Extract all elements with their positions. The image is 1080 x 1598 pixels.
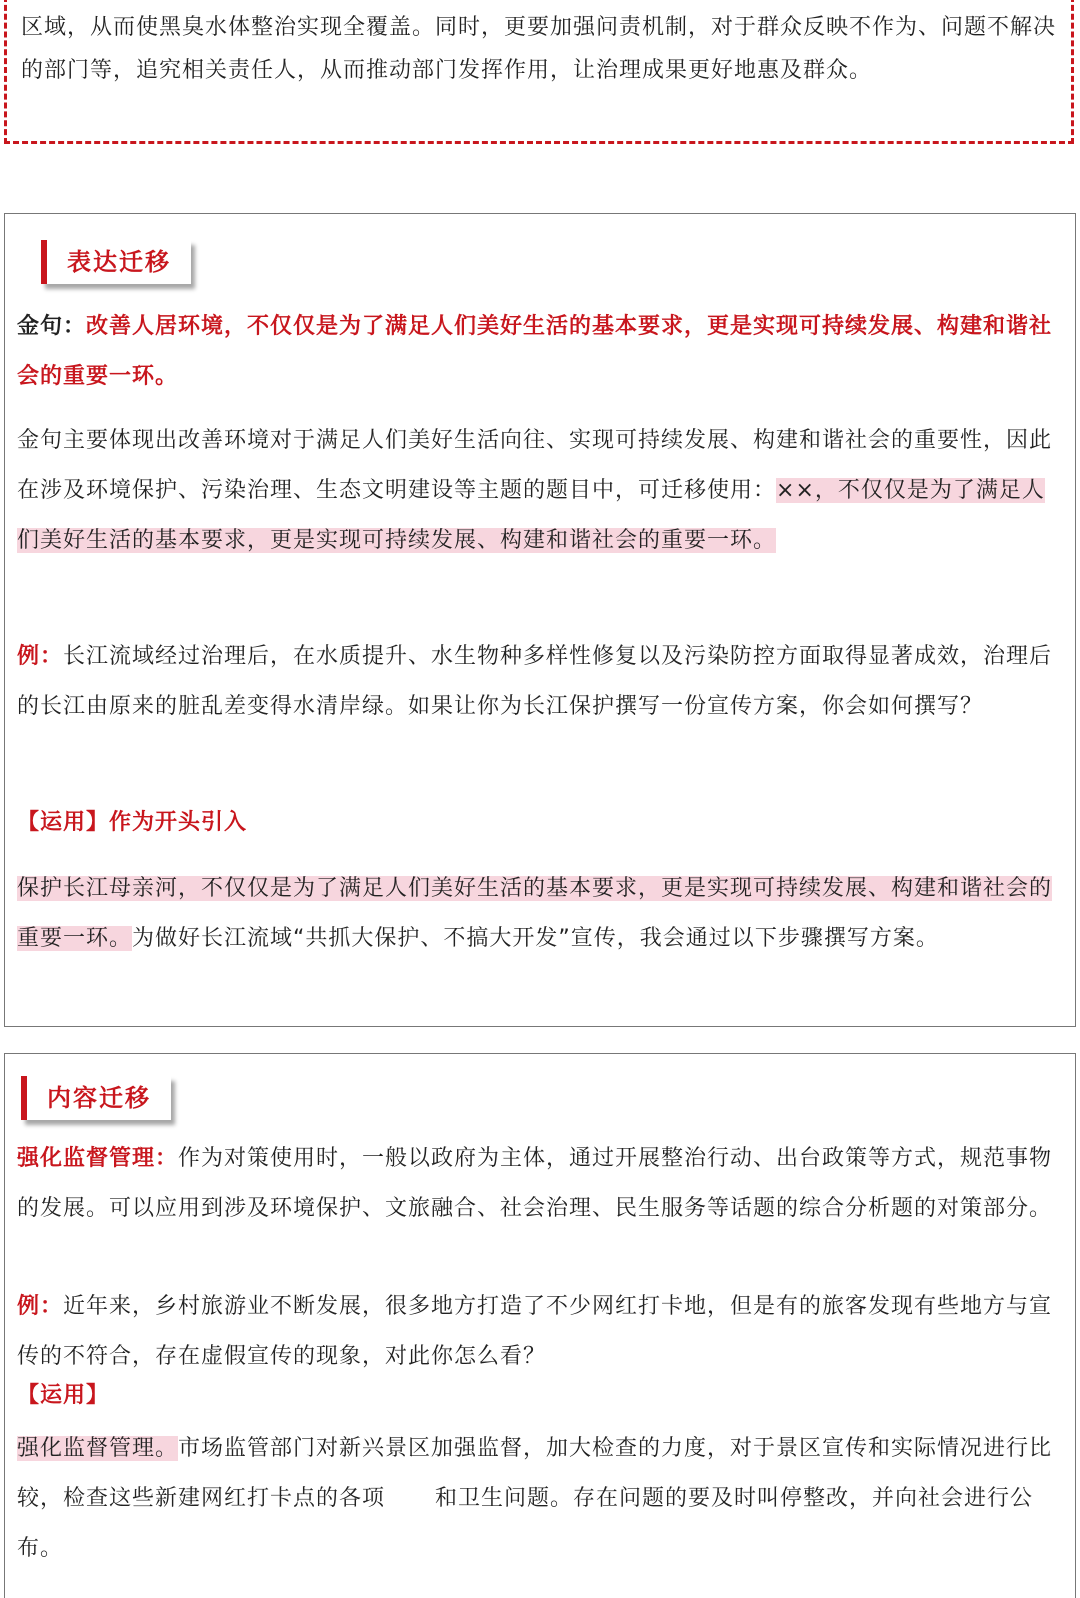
usage-block [17, 1424, 1061, 1574]
expression-transfer-panel [4, 213, 1076, 1027]
measure-paragraph [17, 1134, 1061, 1234]
usage-paragraph [17, 1424, 1061, 1574]
golden-sentence [17, 302, 1061, 402]
previous-text: 区域，从而使黑臭水体整治实现全覆盖。同时，更要加强问责机制，对于群众反映不作为、问题不解决的部门等，追究相关责任人，从而推动部门发挥作用，让治理成果更好地惠及群众。 [21, 15, 1057, 83]
usage-heading-block [17, 1376, 1061, 1416]
example-paragraph [17, 1282, 1061, 1382]
golden-text: 改善人居环境，不仅仅是为了满足人们美好生活的基本要求，更是实现可持续发展、构建和谐社会的重要一环。 [17, 314, 1053, 389]
explanation-paragraph [17, 416, 1061, 566]
measure-text: 作为对策使用时，一般以政府为主体，通过开展整治行动、出台政策等方式，规范事物的发展。可以应用到涉及环境保护、文旅融合、社会治理、民生服务等话题的综合分析题的对策部分。 [17, 1146, 1053, 1221]
usage-text-tail: 和卫生问题。存在问题的要及时叫停整改，并向社会进行公布。 [17, 1486, 1034, 1561]
example-text: 长江流域经过治理后，在水质提升、水生物种多样性修复以及污染防控方面取得显著成效，治理后的长江由原来的脏乱差变得水清岸绿。如果让你为长江保护撰写一份宣传方案，你会如何撰写？ [17, 644, 1053, 719]
example-block [17, 1282, 1061, 1382]
golden-label: 金句： [17, 314, 87, 339]
example-label: 例： [17, 644, 64, 669]
usage-heading: 【运用】 [17, 1383, 110, 1408]
usage-highlight: 保护长江母亲河，不仅仅是为了满足人们美好生活的基本要求，更是实现可持续发展、构建和谐社会的重要一环。 [17, 876, 1053, 951]
example-text: 近年来，乡村旅游业不断发展，很多地方打造了不少网红打卡地，但是有的旅客发现有些地方与宣传的不符合，存在虚假宣传的现象，对此你怎么看？ [17, 1294, 1053, 1369]
previous-text-box [4, 0, 1074, 144]
explanation-block [17, 416, 1061, 566]
usage-heading: 【运用】作为开头引入 [17, 810, 248, 835]
example-paragraph [17, 632, 1061, 732]
usage-block [17, 864, 1061, 964]
usage-highlight: 强化监督管理。 [17, 1436, 179, 1461]
usage-text: 为做好长江流域“共抓大保护、不搞大开发”宣传，我会通过以下步骤撰写方案。 [132, 926, 939, 951]
explanation-highlight: ××，不仅仅是为了满足人们美好生活的基本要求，更是实现可持续发展、构建和谐社会的重要一环。 [17, 478, 1045, 553]
content-transfer-panel [4, 1053, 1076, 1598]
measure-label: 强化监督管理： [17, 1146, 179, 1171]
example-block [17, 632, 1061, 732]
example-label: 例： [17, 1294, 64, 1319]
section-tag: 内容迁移 [21, 1076, 171, 1120]
usage-heading-block [17, 798, 1061, 848]
section-tag: 表达迁移 [41, 240, 191, 284]
golden-sentence-block [17, 302, 1061, 402]
usage-paragraph [17, 864, 1061, 964]
usage-text: 市场监管部门对新兴景区加强监督，加大检查的力度，对于景区宣传和实际情况进行比较，检查这些新建网红打卡点的各项 [17, 1436, 1053, 1511]
measure-block [17, 1134, 1061, 1234]
explanation-text: 金句主要体现出改善环境对于满足人们美好生活向往、实现可持续发展、构建和谐社会的重要性，因此在涉及环境保护、污染治理、生态文明建设等主题的题目中，可迁移使用： [17, 428, 1053, 503]
